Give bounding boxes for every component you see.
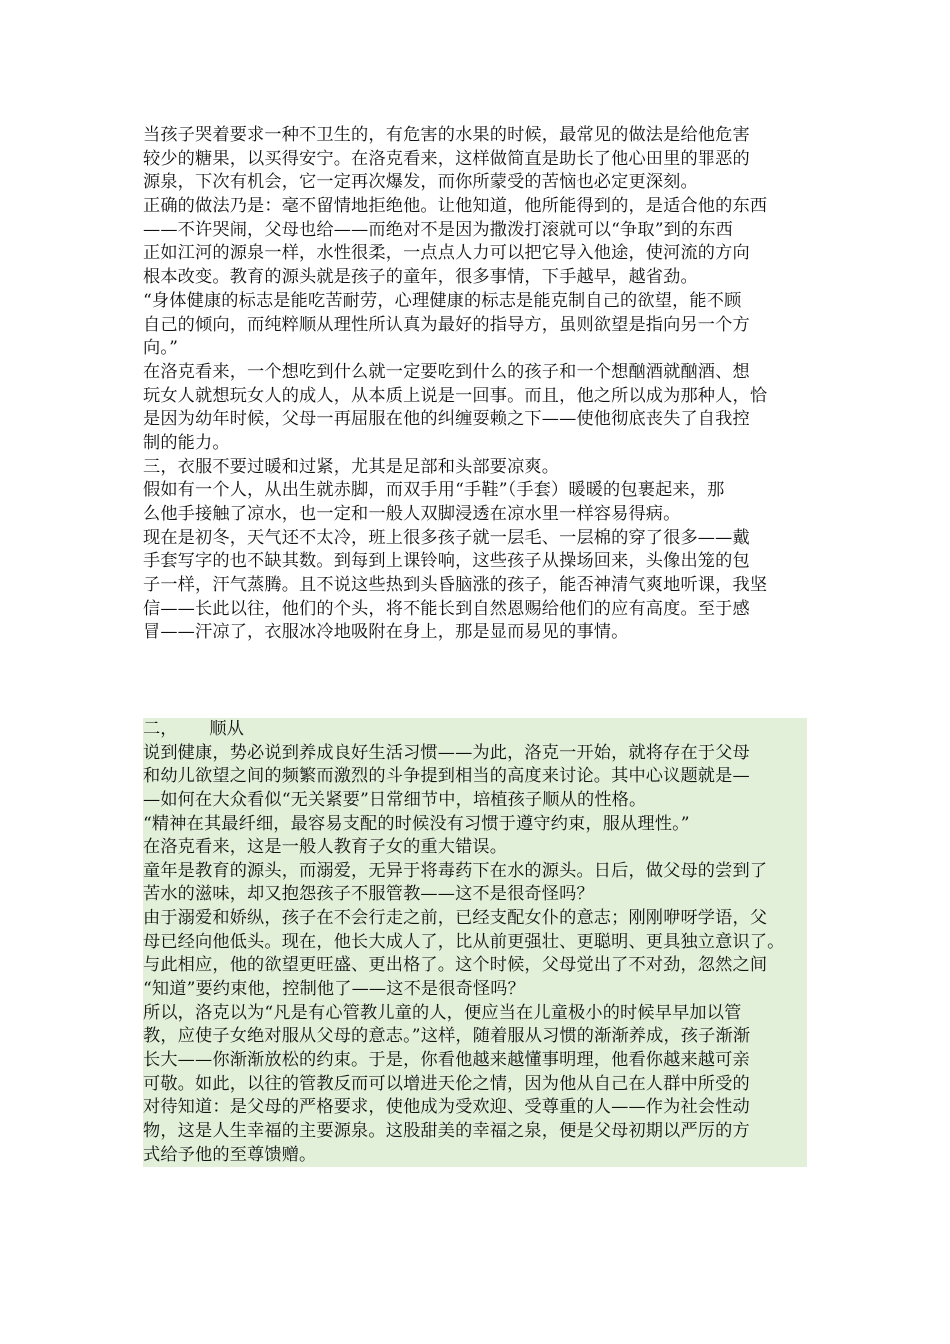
- text-line: 在洛克看来，一个想吃到什么就一定要吃到什么的孩子和一个想酗酒就酗酒、想: [143, 361, 750, 382]
- text-line: 在洛克看来，这是一般人教育子女的重大错误。: [143, 837, 508, 858]
- text-line: 式给予他的至尊馈赠。: [143, 1144, 317, 1165]
- text-line: 玩女人就想玩女人的成人，从本质上说是一回事。而且，他之所以成为那种人，恰: [143, 385, 768, 406]
- text-line: —如何在大众看似“无关紧要”日常细节中，培植孩子顺从的性格。: [143, 789, 647, 810]
- text-line: 现在是初冬，天气还不太冷，班上很多孩子就一层毛、一层棉的穿了很多——戴: [143, 527, 750, 548]
- text-line: “精神在其最纤细，最容易支配的时候没有习惯于遵守约束，服从理性。”: [143, 813, 690, 834]
- text-line: 制的能力。: [143, 432, 230, 453]
- text-line: 母已经向他低头。现在，他长大成人了，比从前更强壮、更聪明、更具独立意识了。: [143, 931, 785, 952]
- text-line: 与此相应，他的欲望更旺盛、更出格了。这个时候，父母觉出了不对劲，忽然之间: [143, 955, 768, 976]
- text-line: “知道”要约束他，控制他了——这不是很奇怪吗？: [143, 979, 525, 1000]
- section-two-heading: [143, 718, 807, 742]
- text-line: 是因为幼年时候，父母一再屈服在他的纠缠耍赖之下——使他彻底丧失了自我控: [143, 409, 750, 430]
- text-line: 手套写字的也不缺其数。到每到上课铃响，这些孩子从操场回来，头像出笼的包: [143, 551, 750, 572]
- text-line: “身体健康的标志是能吃苦耐劳，心理健康的标志是能克制自己的欲望，能不顾: [143, 290, 742, 311]
- heading-number: 二，: [143, 719, 178, 739]
- text-line: 童年是教育的源头，而溺爱，无异于将毒药下在水的源头。日后，做父母的尝到了: [143, 860, 768, 881]
- text-line: 物，这是人生幸福的主要源泉。这股甜美的幸福之泉，便是父母初期以严厉的方: [143, 1120, 750, 1141]
- text-line: 冒——汗凉了，衣服冰冷地吸附在身上，那是显而易见的事情。: [143, 622, 629, 643]
- text-line: 和幼儿欲望之间的频繁而激烈的斗争提到相当的高度来讨论。其中心议题就是—: [143, 766, 750, 787]
- text-line: 子一样，汗气蒸腾。且不说这些热到头昏脑涨的孩子，能否神清气爽地听课，我坚: [143, 575, 768, 596]
- text-line: 自己的倾向，而纯粹顺从理性所认真为最好的指导方，虽则欲望是指向另一个方: [143, 314, 750, 335]
- text-line: 正如江河的源泉一样，水性很柔，一点点人力可以把它导入他途，使河流的方向: [143, 243, 750, 264]
- section-three-heading: 三，衣服不要过暖和过紧，尤其是足部和头部要凉爽。: [143, 456, 560, 477]
- heading-title: 顺从: [209, 719, 244, 739]
- text-line: 由于溺爱和娇纵，孩子在不会行走之前，已经支配女仆的意志；刚刚咿呀学语，父: [143, 908, 768, 929]
- text-line: 长大——你渐渐放松的约束。于是，你看他越来越懂事明理，他看你越来越可亲: [143, 1049, 750, 1070]
- text-line: 正确的做法乃是：毫不留情地拒绝他。让他知道，他所能得到的，是适合他的东西: [143, 196, 768, 217]
- text-line: 源泉，下次有机会，它一定再次爆发，而你所蒙受的苦恼也必定更深刻。: [143, 172, 698, 193]
- text-line: 可敬。如此，以往的管教反而可以增进天伦之情，因为他从自己在人群中所受的: [143, 1073, 750, 1094]
- section-one-text: [143, 124, 807, 645]
- text-line: 较少的糖果，以买得安宁。在洛克看来，这样做简直是助长了他心田里的罪恶的: [143, 148, 750, 169]
- text-line: 苦水的滋味，却又抱怨孩子不服管教——这不是很奇怪吗？: [143, 884, 594, 905]
- text-line: 对待知道：是父母的严格要求，使他成为受欢迎、受尊重的人——作为社会性动: [143, 1097, 750, 1118]
- text-line: 信——长此以往，他们的个头，将不能长到自然恩赐给他们的应有高度。至于感: [143, 598, 750, 619]
- text-line: 说到健康，势必说到养成良好生活习惯——为此，洛克一开始，就将存在于父母: [143, 742, 750, 763]
- text-line: 么他手接触了凉水，也一定和一般人双脚浸透在凉水里一样容易得病。: [143, 504, 681, 524]
- text-line: ——不许哭闹，父母也给——而绝对不是因为撒泼打滚就可以“争取”到的东西: [143, 219, 734, 240]
- text-line: 当孩子哭着要求一种不卫生的，有危害的水果的时候，最常见的做法是给他危害: [143, 125, 750, 145]
- text-line: 教，应使子女绝对服从父母的意志。”这样，随着服从习惯的渐渐养成，孩子渐渐: [143, 1026, 751, 1047]
- text-line: 所以，洛克以为“凡是有心管教儿童的人，便应当在儿童极小的时候早早加以管: [143, 1002, 742, 1023]
- section-two-highlight: [143, 718, 807, 1167]
- text-line: 向。”: [143, 338, 179, 359]
- text-line: 根本改变。教育的源头就是孩子的童年，很多事情，下手越早，越省劲。: [143, 267, 698, 288]
- text-line: 假如有一个人，从出生就赤脚，而双手用“手鞋”（手套）暖暖的包裹起来，那: [143, 480, 725, 501]
